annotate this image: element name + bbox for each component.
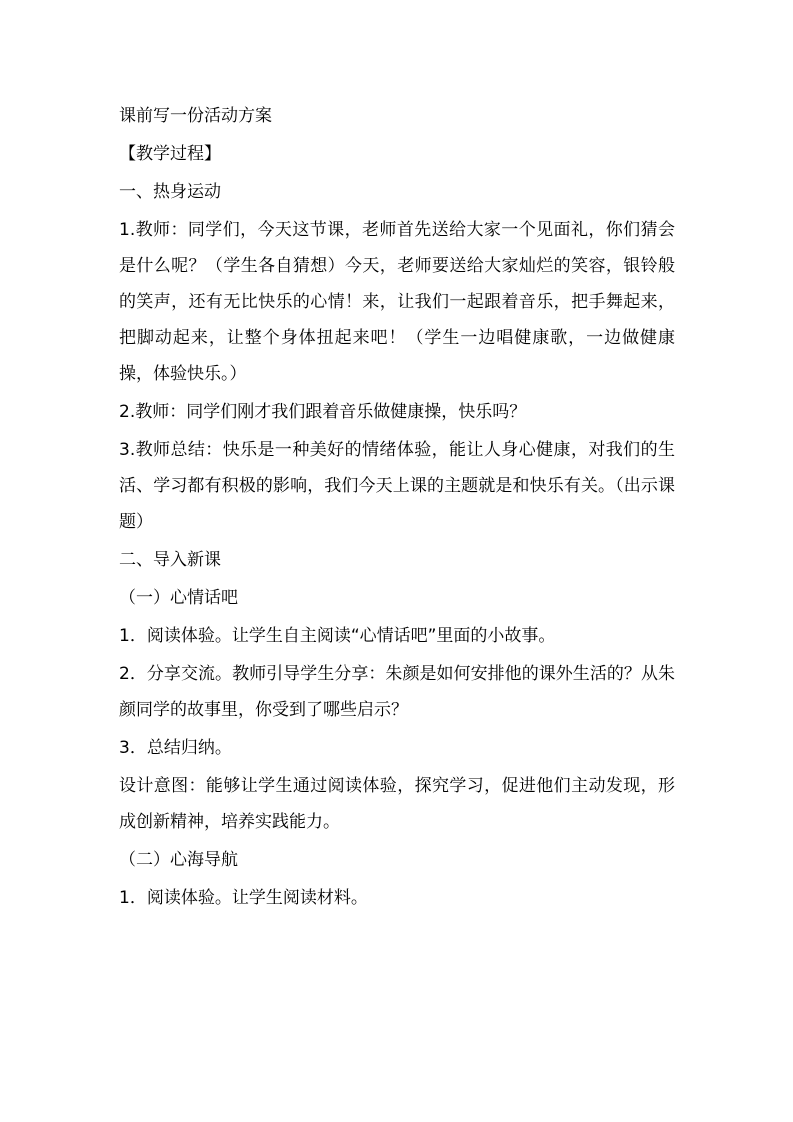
paragraph-reading-experience: 1．阅读体验。让学生自主阅读“心情话吧”里面的小故事。 <box>119 626 556 646</box>
section-heading-teaching-process: 【教学过程】 <box>119 144 221 164</box>
paragraph-summary: 3．总结归纳。 <box>119 738 232 758</box>
paragraph-design-intent: 设计意图：能够让学生通过阅读体验，探究学习，促进他们主动发现，形成创新精神，培养实践能力。 <box>119 776 675 832</box>
section-heading-new-lesson: 二、导入新课 <box>119 550 221 570</box>
subsection-heading-mood-bar: （一）心情话吧 <box>119 588 238 608</box>
document-body <box>119 98 675 918</box>
section-heading-warmup: 一、热身运动 <box>119 182 221 202</box>
subsection-heading-heart-navigation: （二）心海导航 <box>119 850 238 870</box>
paragraph-step-3: 3.教师总结：快乐是一种美好的情绪体验，能让人身心健康，对我们的生活、学习都有积极的影响，我们今天上课的主题就是和快乐有关。（出示课题） <box>119 440 675 532</box>
lesson-title: 课前写一份活动方案 <box>119 106 272 126</box>
paragraph-reading-material: 1．阅读体验。让学生阅读材料。 <box>119 888 368 908</box>
paragraph-step-1: 1.教师：同学们，今天这节课，老师首先送给大家一个见面礼，你们猜会是什么呢？（学生各自猜想）今天，老师要送给大家灿烂的笑容，银铃般的笑声，还有无比快乐的心情！来，让我们一起跟着音乐，把手舞起来，把脚动起来，让整个身体扭起来吧！（学生一边唱健康歌，一边做健康操，体验快乐。） <box>119 220 675 384</box>
paragraph-step-2: 2.教师：同学们刚才我们跟着音乐做健康操，快乐吗？ <box>119 402 527 422</box>
paragraph-sharing: 2．分享交流。教师引导学生分享：朱颜是如何安排他的课外生活的？从朱颜同学的故事里，你受到了哪些启示？ <box>119 664 675 720</box>
